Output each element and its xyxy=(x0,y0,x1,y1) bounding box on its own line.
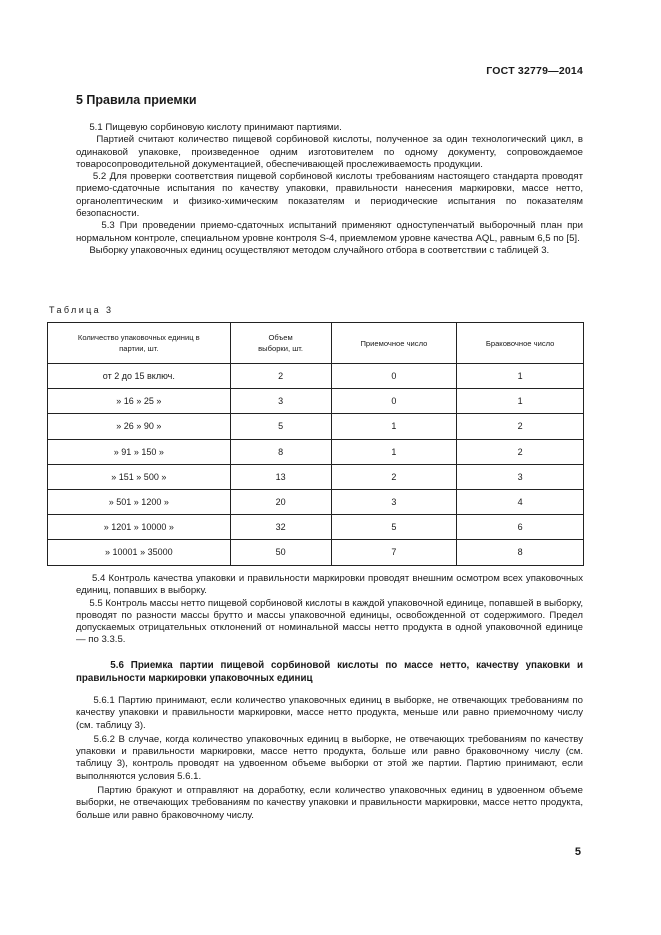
table-cell: 1 xyxy=(331,439,457,464)
table-cell: » 501 » 1200 » xyxy=(48,489,231,514)
column-header: Объем выборки, шт. xyxy=(230,323,331,364)
table-cell: 8 xyxy=(230,439,331,464)
table-cell: 3 xyxy=(230,389,331,414)
table-cell: 3 xyxy=(457,464,584,489)
table-row xyxy=(48,364,584,389)
paragraph: 5.3 При проведении приемо-сдаточных испытаний применяют одноступенчатый выборочный план при нормальном контроле, специальном уровне контроля S-4, приемлемом уровне качества AQL, равным 6,5 по [5]. xyxy=(76,220,583,244)
table-row xyxy=(48,414,584,439)
paragraph: 5.1 Пищевую сорбиновую кислоту принимают партиями. xyxy=(76,122,342,133)
text-block-bottom xyxy=(76,695,583,822)
table-cell: 7 xyxy=(331,540,457,565)
table-cell: 1 xyxy=(457,364,584,389)
subsection-title xyxy=(76,659,583,685)
table-header-row xyxy=(48,323,584,364)
table-cell: 1 xyxy=(331,414,457,439)
table-cell: » 1201 » 10000 » xyxy=(48,515,231,540)
table-cell: 0 xyxy=(331,389,457,414)
paragraph: 5.6.2 В случае, когда количество упаковочных единиц в выборке, не отвечающих требованиям по качеству упаковки и правильности маркировки, массе нетто продукта, больше или равно браковочному числу (см. таблицу 3), контроль проводят на удвоенном объеме выборки от этой же партии. Партию принимают, если выполняются условия 5.6.1. xyxy=(76,733,583,782)
table-cell: 5 xyxy=(331,515,457,540)
paragraph: 5.4 Контроль качества упаковки и правильности маркировки проводят внешним осмотром всех упаковочных единиц, попавших в выборку. xyxy=(76,573,583,597)
table-cell: » 91 » 150 » xyxy=(48,439,231,464)
table-caption: Таблица 3 xyxy=(49,305,114,315)
subsection-heading: 5.6 Приемка партии пищевой сорбиновой кислоты по массе нетто, качеству упаковки и правильности маркировки упаковочных единиц xyxy=(76,660,583,684)
table-row xyxy=(48,515,584,540)
page-number: 5 xyxy=(574,846,581,858)
paragraph: Партию бракуют и отправляют на доработку, если количество упаковочных единиц в удвоенном объеме выборки, не отвечающих требованиям по качеству упаковки и правильности маркировки, массе нетто продукта, больше или равно браковочному числу. xyxy=(76,785,583,821)
column-header: Приемочное число xyxy=(331,323,457,364)
table-cell: 32 xyxy=(230,515,331,540)
section-title: 5 Правила приемки xyxy=(76,93,197,107)
table-cell: 2 xyxy=(457,414,584,439)
sampling-table xyxy=(47,322,584,566)
table-cell: » 151 » 500 » xyxy=(48,464,231,489)
table-cell: » 26 » 90 » xyxy=(48,414,231,439)
column-header: Количество упаковочных единиц в партии, шт. xyxy=(48,323,231,364)
table-cell: 2 xyxy=(331,464,457,489)
column-header: Браковочное число xyxy=(457,323,584,364)
table-cell: 5 xyxy=(230,414,331,439)
table-cell: от 2 до 15 включ. xyxy=(48,364,231,389)
paragraph: 5.6.1 Партию принимают, если количество упаковочных единиц в выборке, не отвечающих требованиям по качеству упаковки и правильности маркировки, массе нетто продукта, меньше или равно приемочному числу (см. таблицу 3). xyxy=(76,695,583,731)
table-cell: 4 xyxy=(457,489,584,514)
table-row xyxy=(48,389,584,414)
paragraph: Партией считают количество пищевой сорбиновой кислоты, полученное за один технологический цикл, в одинаковой упаковке, произведенное одним изготовителем по одному документу, сопровождаемое товаросопроводительной документацией, обеспечивающей прослеживаемость продукции. xyxy=(76,134,583,170)
text-block-top xyxy=(76,122,583,257)
table-row xyxy=(48,489,584,514)
table-cell: 1 xyxy=(457,389,584,414)
table-cell: 50 xyxy=(230,540,331,565)
table-cell: 2 xyxy=(230,364,331,389)
table-cell: » 10001 » 35000 xyxy=(48,540,231,565)
document-id: ГОСТ 32779—2014 xyxy=(486,65,583,77)
table-cell: » 16 » 25 » xyxy=(48,389,231,414)
table-cell: 8 xyxy=(457,540,584,565)
table-row xyxy=(48,540,584,565)
paragraph: 5.2 Для проверки соответствия пищевой сорбиновой кислоты требованиям настоящего стандарта проводят приемо-сдаточные испытания по качеству упаковки, правильности нанесения маркировки, массе нетто, органолептическим и физико-химическим показателям и периодические испытания по показателям безопасности. xyxy=(76,171,583,220)
text-block-mid xyxy=(76,573,583,647)
table-cell: 0 xyxy=(331,364,457,389)
table-cell: 6 xyxy=(457,515,584,540)
table-cell: 13 xyxy=(230,464,331,489)
table-row xyxy=(48,439,584,464)
table-cell: 3 xyxy=(331,489,457,514)
table-cell: 2 xyxy=(457,439,584,464)
table-cell: 20 xyxy=(230,489,331,514)
table-row xyxy=(48,464,584,489)
paragraph: Выборку упаковочных единиц осуществляют методом случайного отбора в соответствии с таблицей 3. xyxy=(76,244,550,256)
paragraph: 5.5 Контроль массы нетто пищевой сорбиновой кислоты в каждой упаковочной единице, попавшей в выборку, проводят по разности массы брутто и массы упаковочной единицы, освобожденной от содержимого. Предел допускаемых отрицательных отклонений от номинальной массы нетто продукта в одной упаковочной единице — по 3.3.5. xyxy=(76,597,583,646)
